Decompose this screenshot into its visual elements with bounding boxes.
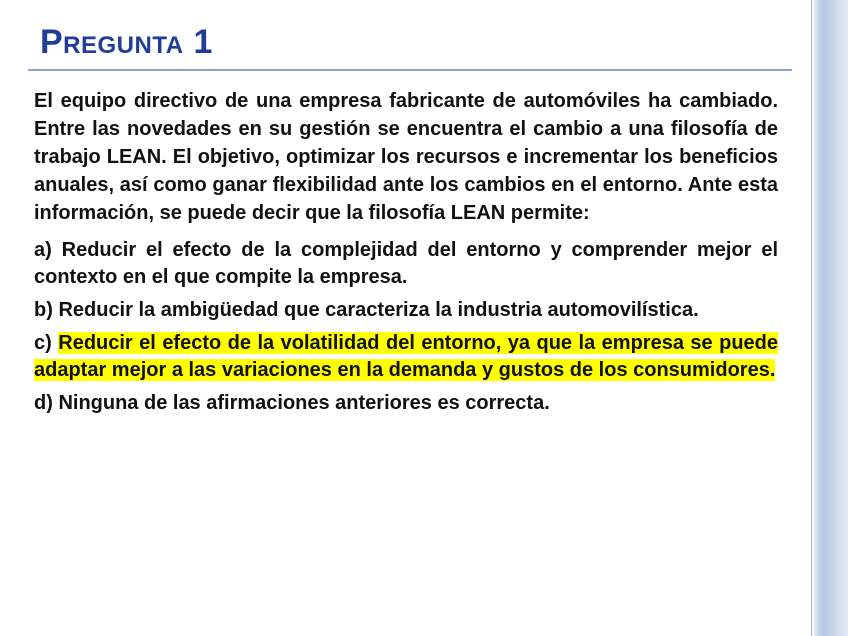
option-d	[34, 390, 778, 417]
question-text: El equipo directivo de una empresa fabricante de automóviles ha cambiado. Entre las novedades en su gestión se encuentra el cambio a una filosofía de trabajo LEAN. El objetivo, optimizar los recursos e incrementar los beneficios anuales, así como ganar flexibilidad ante los cambios en el entorno. Ante esta información, se puede decir que la filosofía LEAN permite:	[34, 90, 778, 224]
option-b	[34, 297, 778, 324]
option-a	[34, 237, 778, 291]
option-d-prefix: d)	[34, 392, 59, 414]
slide-frame-border	[811, 0, 848, 636]
title-divider	[28, 69, 792, 71]
option-d-text: Ninguna de las afirmaciones anteriores es correcta.	[58, 392, 550, 414]
question-content	[34, 87, 778, 423]
option-a-prefix: a)	[34, 239, 62, 261]
option-c-prefix: c)	[34, 332, 59, 354]
option-b-prefix: b)	[34, 299, 59, 321]
option-c	[34, 330, 778, 384]
slide-title: Pregunta 1	[40, 23, 213, 61]
option-b-text: Reducir la ambigüedad que caracteriza la industria automovilística.	[58, 299, 699, 321]
option-c-highlighted-text: Reducir el efecto de la volatilidad del entorno, ya que la empresa se puede adaptar mejor a las variaciones en la demanda y gustos de los consumidores.	[34, 332, 779, 381]
option-a-text: Reducir el efecto de la complejidad del entorno y comprender mejor el contexto en el que compite la empresa.	[34, 239, 778, 288]
